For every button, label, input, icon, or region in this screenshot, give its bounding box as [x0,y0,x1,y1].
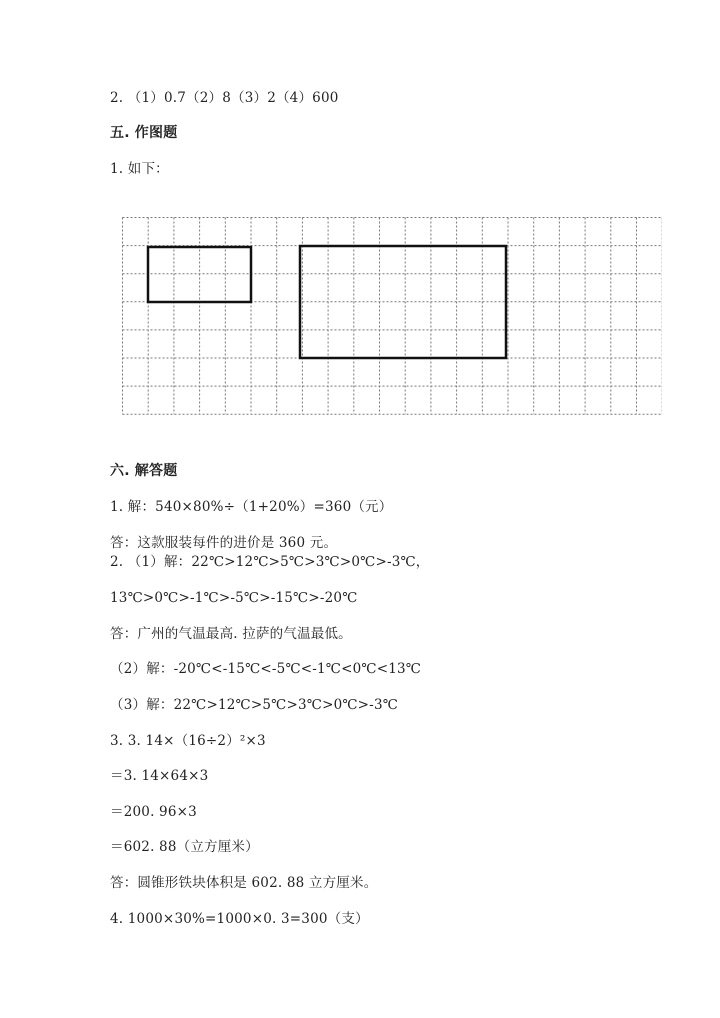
solution-2-part1-line2: 13℃>0℃>-1℃>-5℃>-15℃>-20℃ [110,590,358,606]
solution-3-line2: ＝3. 14×64×3 [110,768,209,784]
solution-4-line: 4. 1000×30%=1000×0. 3=300（支） [110,911,369,927]
section-heading-solutions: 六. 解答题 [110,463,178,479]
solution-3-line4: ＝602. 88（立方厘米） [110,839,259,855]
solution-1-answer: 答：这款服装每件的进价是 360 元。 [110,535,338,551]
solution-2-part2: （2）解：-20℃<-15℃<-5℃<-1℃<0℃<13℃ [110,661,422,677]
drawing-answer-1-line: 1. 如下： [110,161,169,177]
solution-1-line: 1. 解：540×80%÷（1+20%）=360（元） [110,499,393,515]
solution-3-line1: 3. 3. 14×（16÷2）²×3 [110,733,266,749]
section-heading-drawing: 五. 作图题 [110,125,178,141]
solution-3-answer: 答：圆锥形铁块体积是 602. 88 立方厘米。 [110,875,378,891]
solution-3-line3: ＝200. 96×3 [110,804,197,820]
grid-figure [122,216,662,416]
answer-2-line: 2. （1）0.7（2）8（3）2（4）600 [110,90,339,106]
solution-2-part1-line1: 2. （1）解：22℃>12℃>5℃>3℃>0℃>-3℃， [110,554,430,570]
solution-2-part3: （3）解：22℃>12℃>5℃>3℃>0℃>-3℃ [110,697,399,713]
solution-2-answer: 答：广州的气温最高. 拉萨的气温最低。 [110,626,352,642]
